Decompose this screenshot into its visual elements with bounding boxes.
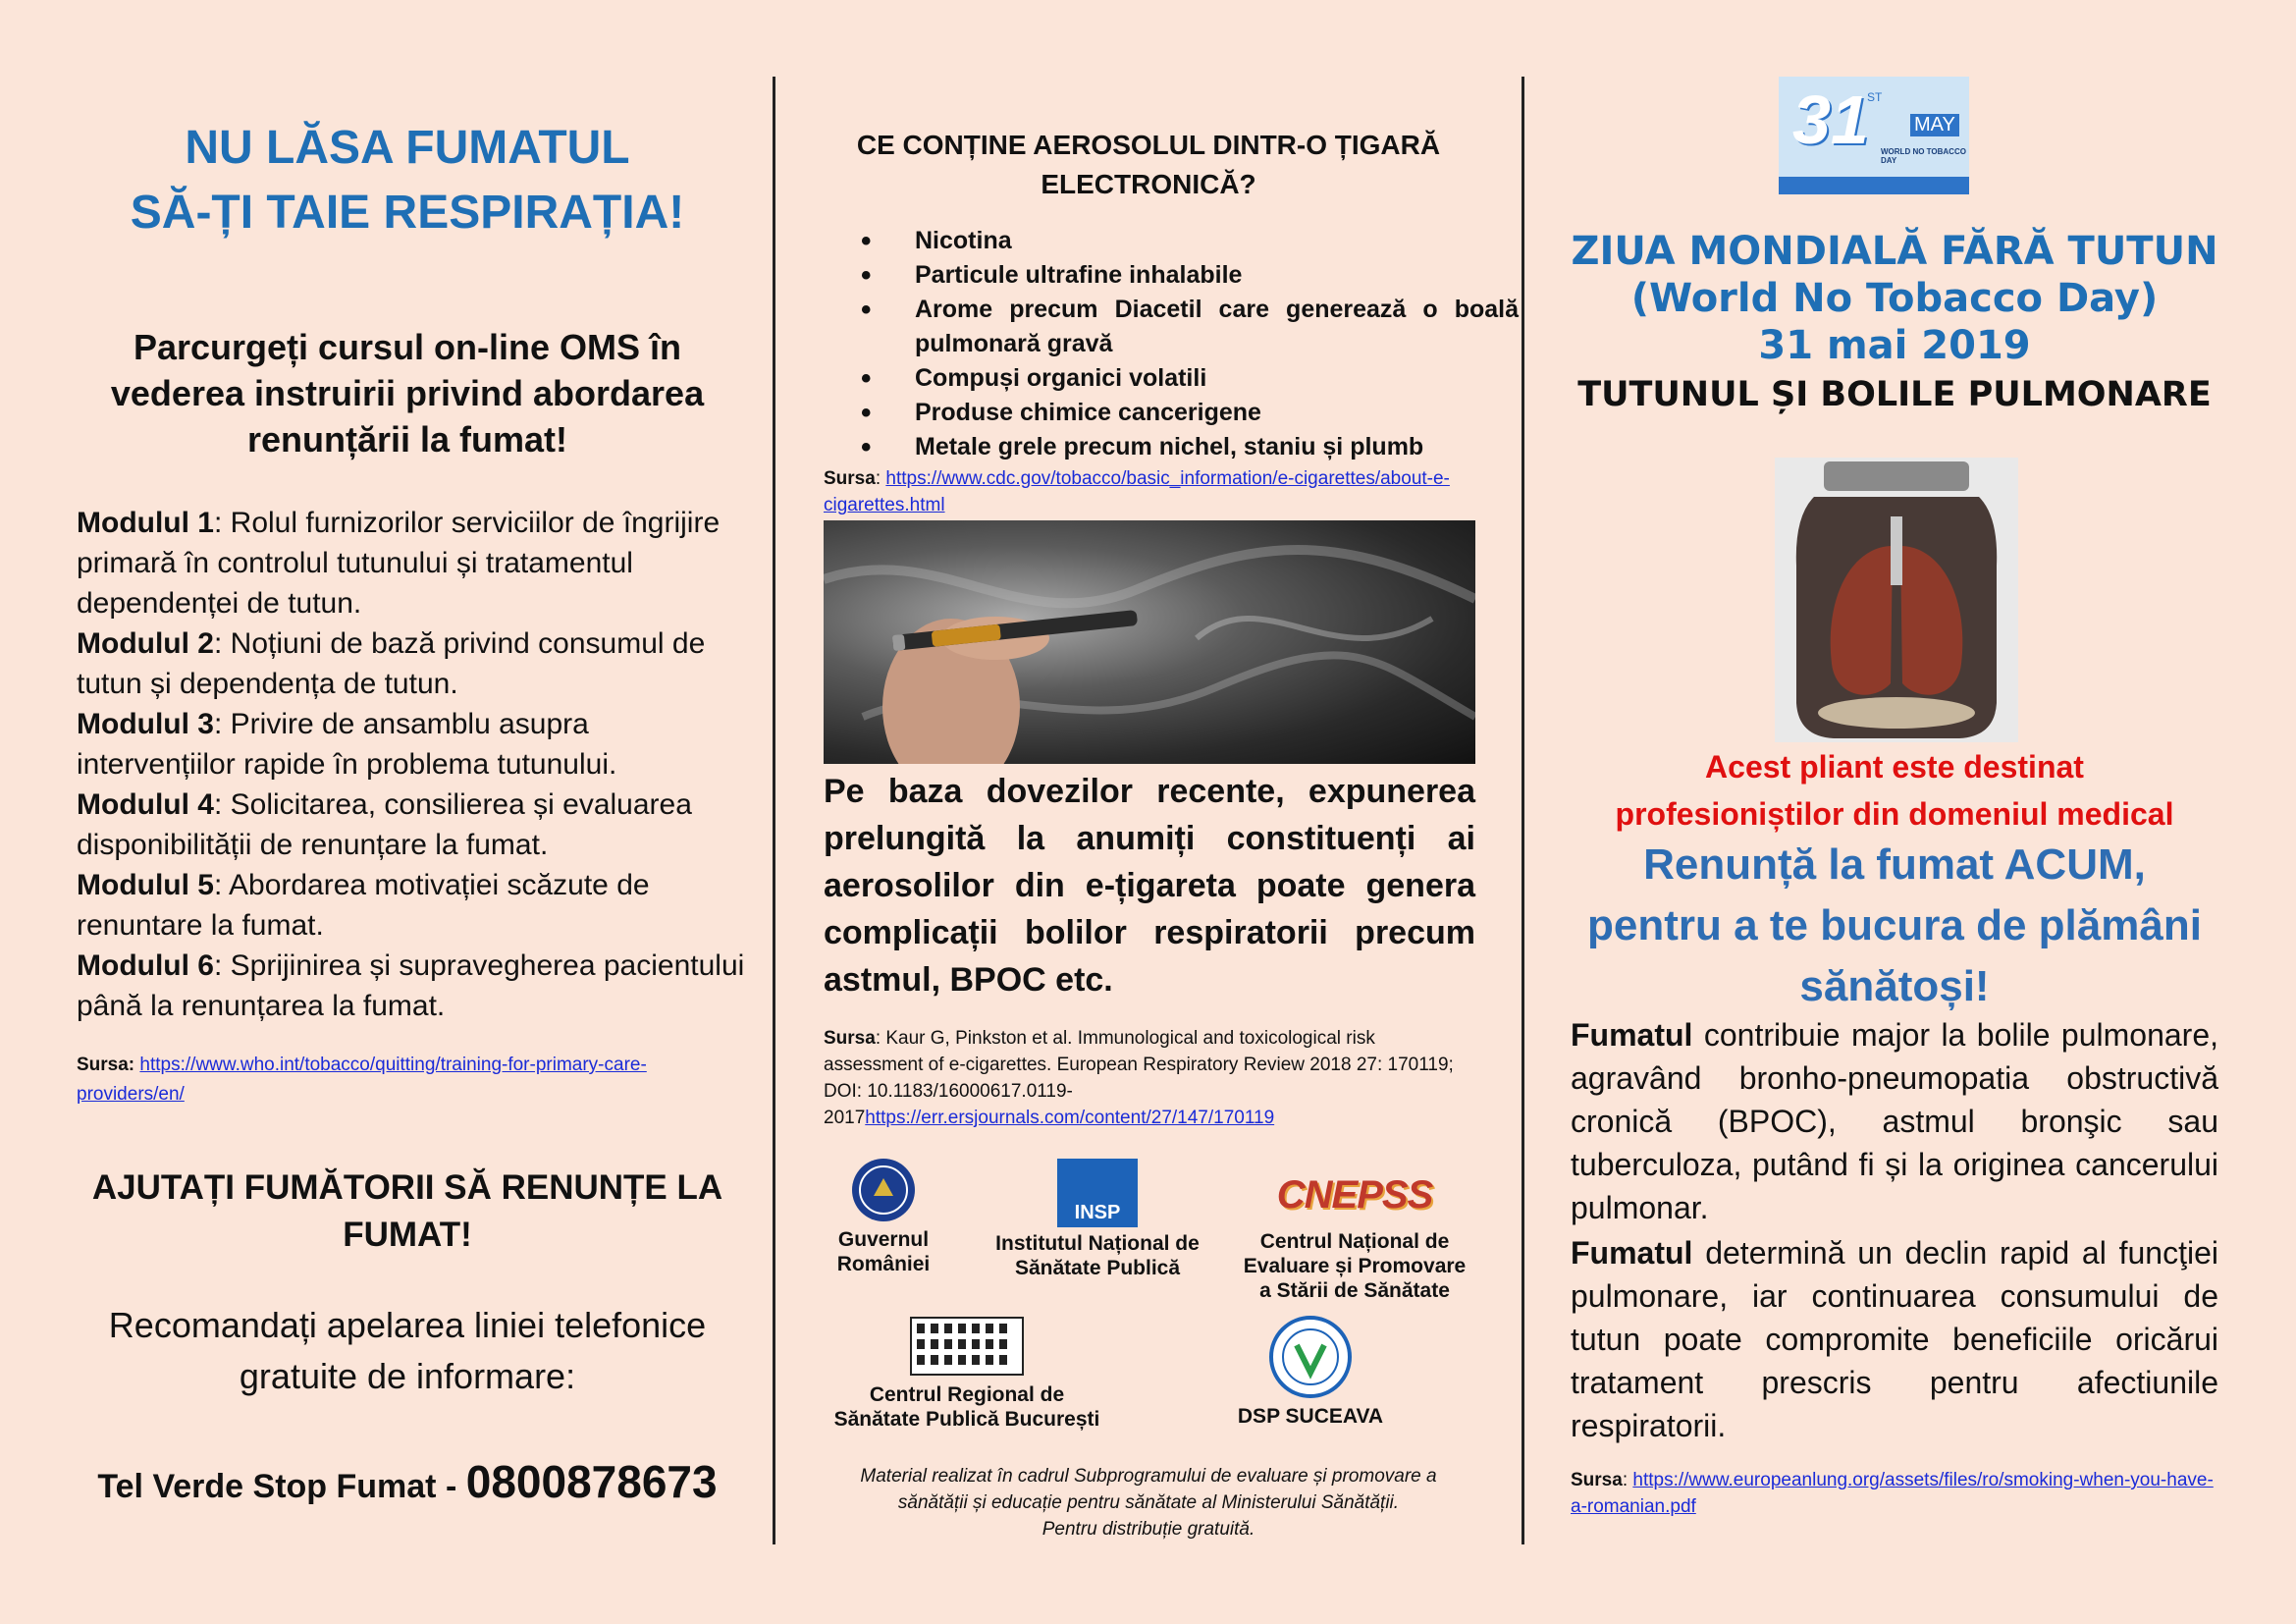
slogan-line2: pentru a te bucura de plămâni	[1587, 901, 2202, 949]
who-source	[77, 1051, 754, 1110]
ziua-line2: (World No Tobacco Day)	[1630, 276, 2159, 321]
left-column	[69, 0, 746, 1624]
footer-line2: sănătății și educație pentru sănătate al Ministerului Sănătății.	[897, 1492, 1400, 1513]
module-label: Modulul 3	[77, 708, 214, 740]
crsp-logo-block	[820, 1308, 1114, 1432]
european-lung-source-link[interactable]: https://www.europeanlung.org/assets/files/ro/smoking-when-you-have-a-romanian.pdf	[1571, 1470, 2214, 1517]
module-text: : Noțiuni de bază privind consumul de tutun și dependența de tutun.	[77, 627, 706, 700]
module-label: Modulul 1	[77, 507, 214, 539]
source-label: Sursa	[1571, 1470, 1623, 1490]
european-lung-source	[1571, 1467, 2218, 1520]
footer-line3: Pentru distribuție gratuită.	[1041, 1519, 1255, 1540]
list-item: • Metale grele precum nichel, staniu și plumb	[861, 430, 1519, 464]
module-item	[77, 946, 754, 1026]
audience-note	[1571, 743, 2218, 838]
audience-line1: Acest pliant este destinat	[1705, 749, 2084, 785]
dsp-seal-icon	[1269, 1316, 1352, 1398]
module-item	[77, 503, 754, 623]
banner-may: MAY	[1910, 114, 1959, 136]
module-text: : Rolul furnizorilor serviciilor de îngrijire primară în controlul tutunului și tratamentul dependenței de tutun.	[77, 507, 721, 620]
cdc-source	[824, 465, 1471, 518]
main-title-line2: SĂ-ȚI TAIE RESPIRAȚIA!	[130, 187, 685, 239]
ziua-line1: ZIUA MONDIALĂ FĂRĂ TUTUN	[1571, 229, 2218, 274]
recommend-hotline-text: Recomandați apelarea liniei telefonice gratuite de informare:	[108, 1305, 707, 1396]
banner-number: 31	[1792, 81, 1869, 158]
crsp-label-line2: Sănătate Publică București	[833, 1408, 1100, 1431]
evidence-paragraph: Pe baza dovezilor recente, expunerea prelungită la anumiți constituenți ai aerosolilor din e-țigareta poate genera complicații bolilor respiratorii precum astmul, BPOC etc.	[824, 773, 1475, 999]
world-no-tobacco-day-title	[1571, 228, 2218, 369]
guvern-label-line2: României	[836, 1253, 931, 1275]
err-source-link[interactable]: https://err.ersjournals.com/content/27/147/170119	[865, 1108, 1275, 1128]
module-text: : Abordarea motivației scăzute de renuntare la fumat.	[77, 869, 650, 942]
hotline-number[interactable]: 0800878673	[465, 1456, 718, 1507]
list-item: • Arome precum Diacetil care generează o boală pulmonară gravă	[861, 293, 1519, 361]
module-item	[77, 704, 754, 785]
smoking-lung-disease-paragraph	[1571, 1013, 2218, 1229]
list-item: • Particule ultrafine inhalabile	[861, 258, 1519, 293]
module-label: Modulul 5	[77, 869, 214, 901]
e-cigarette-photo	[824, 520, 1475, 764]
insp-label-line1: Institutul Național de	[995, 1232, 1200, 1255]
insp-label-line2: Sănătate Publică	[1014, 1257, 1181, 1279]
module-item	[77, 623, 754, 704]
module-text: : Solicitarea, consilierea și evaluarea disponibilității de renunțare la fumat.	[77, 788, 692, 861]
slogan-line3: sănătoși!	[1799, 962, 1990, 1010]
column-divider-right	[1522, 77, 1524, 1544]
hotline-label: Tel Verde Stop Fumat	[97, 1468, 437, 1505]
slogan-line1: Renunță la fumat ACUM,	[1643, 840, 2146, 889]
audience-line2: profesioniștilor din domeniul medical	[1615, 796, 2174, 832]
source-separator: :	[875, 468, 886, 489]
crsp-label-line1: Centrul Regional de	[869, 1383, 1065, 1406]
list-item: • Compuși organici volatili	[861, 361, 1519, 396]
lungs-in-jar-image	[1775, 458, 2018, 742]
e-cigarette-illustration	[824, 520, 1475, 764]
module-label: Modulul 6	[77, 949, 214, 982]
source-label: Sursa:	[77, 1055, 135, 1075]
insp-logo-block	[985, 1159, 1210, 1280]
source-text: : Kaur G, Pinkston et al. Immunological and toxicological risk assessment of e-cigarettes. European Respiratory Review 2018 27: 170119; DOI: 10.1183/16000617.0119-2017	[824, 1028, 1454, 1128]
insp-logo-text: INSP	[1074, 1202, 1121, 1223]
lungs-jar-illustration	[1775, 458, 2018, 742]
help-smokers-heading: AJUTAȚI FUMĂTORII SĂ RENUNȚE LA FUMAT!	[91, 1168, 723, 1254]
paragraph-text: determină un declin rapid al funcţiei pulmonare, iar continuarea consumului de tutun poate compromite beneficiile oricărui tratament prescris pentru afectiunile respiratorii.	[1571, 1235, 2218, 1443]
world-no-tobacco-day-banner	[1779, 77, 1969, 194]
footer-note	[820, 1463, 1477, 1543]
paragraph-text: contribuie major la bolile pulmonare, agravând bronho-pneumopatia obstructivă cronică (BPOC), astmul bronşic sau tuberculoza, putând fi și la originea cancerului pulmonar.	[1571, 1017, 2218, 1225]
list-item: • Produse chimice cancerigene	[861, 396, 1519, 430]
paragraph-lead: Fumatul	[1571, 1017, 1693, 1053]
building-icon	[909, 1308, 1025, 1377]
source-label: Sursa	[824, 1028, 876, 1049]
hotline	[69, 1455, 746, 1508]
quit-slogan	[1571, 835, 2218, 1017]
module-label: Modulul 4	[77, 788, 214, 821]
module-item	[77, 785, 754, 865]
paragraph-lead: Fumatul	[1571, 1235, 1693, 1271]
topic-heading: TUTUNUL ȘI BOLILE PULMONARE	[1577, 375, 2212, 414]
right-column	[1571, 0, 2218, 1624]
course-invitation: Parcurgeți cursul on-line OMS în vederea instruirii privind abordarea renunțării la fumat!	[110, 327, 705, 460]
insp-logo	[1057, 1159, 1138, 1227]
guvern-label-line1: Guvernul	[837, 1228, 930, 1251]
cnepss-label-line1: Centrul Național de	[1259, 1230, 1450, 1253]
cnepss-logo-text: CNEPSS	[1276, 1173, 1433, 1217]
module-item	[77, 865, 754, 946]
cnepss-label-line3: a Stării de Sănătate	[1259, 1279, 1450, 1302]
module-list	[77, 503, 754, 1026]
main-title	[69, 116, 746, 245]
dsp-logo-block	[1212, 1316, 1409, 1429]
cdc-source-link[interactable]: https://www.cdc.gov/tobacco/basic_information/e-cigarettes/about-e-cigarettes.html	[824, 468, 1450, 515]
middle-column	[820, 0, 1519, 1624]
aerosol-heading: CE CONȚINE AEROSOLUL DINTR-O ȚIGARĂ ELECTRONICĂ?	[856, 130, 1441, 199]
guvern-seal-icon	[850, 1157, 917, 1223]
cnepss-logo	[1266, 1166, 1443, 1223]
module-text: : Sprijinirea și supravegherea pacientului până la renunțarea la fumat.	[77, 949, 745, 1022]
lung-function-paragraph	[1571, 1231, 2218, 1447]
banner-subtitle: WORLD NO TOBACCO DAY	[1881, 147, 1966, 165]
module-label: Modulul 2	[77, 627, 214, 660]
cnepss-logo-block	[1232, 1166, 1477, 1303]
kaur-source	[824, 1025, 1475, 1131]
main-title-line1: NU LĂSA FUMATUL	[185, 122, 630, 174]
banner-st: ST	[1867, 90, 1883, 104]
list-item: • Nicotina	[861, 224, 1519, 258]
footer-line1: Material realizat în cadrul Subprogramului de evaluare și promovare a	[860, 1466, 1437, 1487]
ziua-date: 31 mai 2019	[1758, 323, 2031, 368]
source-separator: :	[1622, 1470, 1633, 1490]
source-label: Sursa	[824, 468, 876, 489]
who-source-link[interactable]: https://www.who.int/tobacco/quitting/training-for-primary-care-providers/en/	[77, 1055, 647, 1105]
dsp-label: DSP SUCEAVA	[1237, 1405, 1384, 1428]
module-text: : Privire de ansamblu asupra intervențiilor rapide în problema tutunului.	[77, 708, 617, 781]
aerosol-content-list	[820, 224, 1519, 464]
column-divider-left	[773, 77, 775, 1544]
hotline-separator: -	[436, 1468, 466, 1505]
guvern-logo-block	[820, 1157, 947, 1276]
cnepss-label-line2: Evaluare și Promovare	[1243, 1255, 1467, 1277]
